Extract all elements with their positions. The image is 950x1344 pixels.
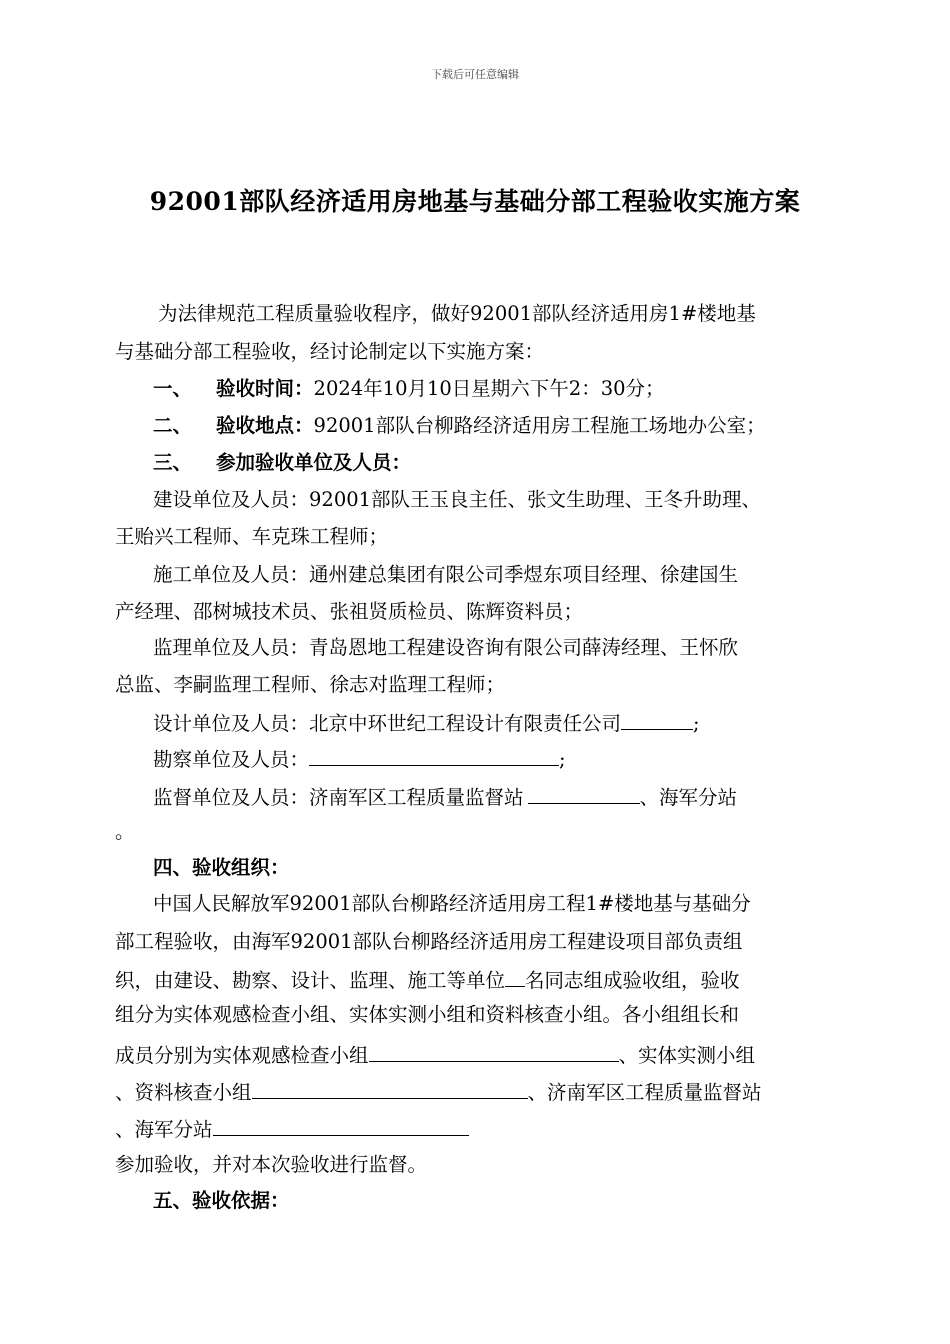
org-count-blank (505, 968, 525, 987)
section-3-label: 参加验收单位及人员： (216, 451, 412, 474)
section-3 (153, 453, 411, 473)
doc-check-blank (252, 1080, 528, 1099)
section-4-heading: 四、验收组织： (153, 856, 290, 879)
org-line-6b: 、济南军区工程质量监督站 (527, 1081, 762, 1104)
org-line-5a: 成员分别为实体观感检查小组 (115, 1044, 369, 1067)
monitor-end: 。 (115, 820, 135, 843)
navy-branch-blank (213, 1117, 469, 1136)
section-1-number: 一、 (153, 377, 193, 400)
section-2-value: 92001部队台柳路经济适用房工程施工场地办公室； (313, 414, 766, 437)
org-line-5 (115, 1043, 755, 1066)
section-5-heading: 五、验收依据： (153, 1189, 290, 1212)
design-blank (621, 711, 693, 730)
org-line-7 (115, 1117, 469, 1140)
org-line-7-text: 、海军分站 (115, 1118, 213, 1141)
survey-unit-line (153, 747, 566, 770)
org-line-6 (115, 1080, 762, 1103)
org-line-8: 参加验收，并对本次验收进行监督。 (115, 1153, 428, 1176)
org-line-5b: 、实体实测小组 (618, 1044, 756, 1067)
monitor-unit-text: 监督单位及人员：济南军区工程质量监督站 (153, 786, 524, 809)
org-line-3 (115, 968, 740, 991)
design-unit-text: 设计单位及人员：北京中环世纪工程设计有限责任公司 (153, 712, 622, 735)
document-title: 92001部队经济适用房地基与基础分部工程验收实施方案 (149, 187, 801, 216)
visual-check-blank (369, 1043, 619, 1062)
build-unit-line-1: 建设单位及人员：92001部队王玉良主任、张文生助理、王冬升助理、 (153, 488, 762, 511)
survey-unit-text: 勘察单位及人员： (153, 748, 310, 771)
section-2-label: 验收地点： (216, 414, 314, 437)
section-3-number: 三、 (153, 451, 193, 474)
intro-line-2: 与基础分部工程验收，经讨论制定以下实施方案： (115, 340, 545, 363)
supervise-unit-line-2: 总监、李嗣监理工程师、徐志对监理工程师； (115, 673, 506, 696)
construct-unit-line-1: 施工单位及人员：通州建总集团有限公司季煜东项目经理、徐建国生 (153, 563, 739, 586)
monitor-unit-line (153, 785, 737, 808)
org-line-1: 中国人民解放军92001部队台柳路经济适用房工程1#楼地基与基础分 (153, 892, 751, 915)
intro-line-1: 为法律规范工程质量验收程序，做好92001部队经济适用房1#楼地基 (158, 302, 756, 325)
survey-blank (309, 747, 559, 766)
org-line-3a: 织，由建设、勘察、设计、监理、施工等单位 (115, 969, 506, 992)
design-unit-line (153, 711, 700, 734)
monitor-mid: 、海军分站 (639, 786, 738, 809)
design-end: ; (693, 712, 700, 735)
build-unit-line-2: 王贻兴工程师、车克珠工程师； (115, 525, 389, 548)
org-line-6a: 、资料核查小组 (115, 1081, 252, 1104)
construct-unit-line-2: 产经理、邵树城技术员、张祖贤质检员、陈辉资料员； (115, 600, 584, 623)
section-1-value: 2024年10月10日星期六下午2：30分； (313, 377, 665, 400)
header-note: 下载后可任意编辑 (431, 68, 519, 81)
org-line-2: 部工程验收，由海军92001部队台柳路经济适用房工程建设项目部负责组 (115, 930, 743, 953)
section-2 (153, 416, 766, 436)
section-1-label: 验收时间： (216, 377, 314, 400)
monitor-blank (528, 785, 640, 804)
supervise-unit-line-1: 监理单位及人员：青岛恩地工程建设咨询有限公司薛涛经理、王怀欣 (153, 636, 739, 659)
org-line-4: 组分为实体观感检查小组、实体实测小组和资料核查小组。各小组组长和 (115, 1003, 740, 1026)
section-1 (153, 379, 665, 399)
survey-end: ; (559, 748, 566, 771)
org-line-3b: 名同志组成验收组，验收 (525, 969, 740, 992)
section-2-number: 二、 (153, 414, 193, 437)
